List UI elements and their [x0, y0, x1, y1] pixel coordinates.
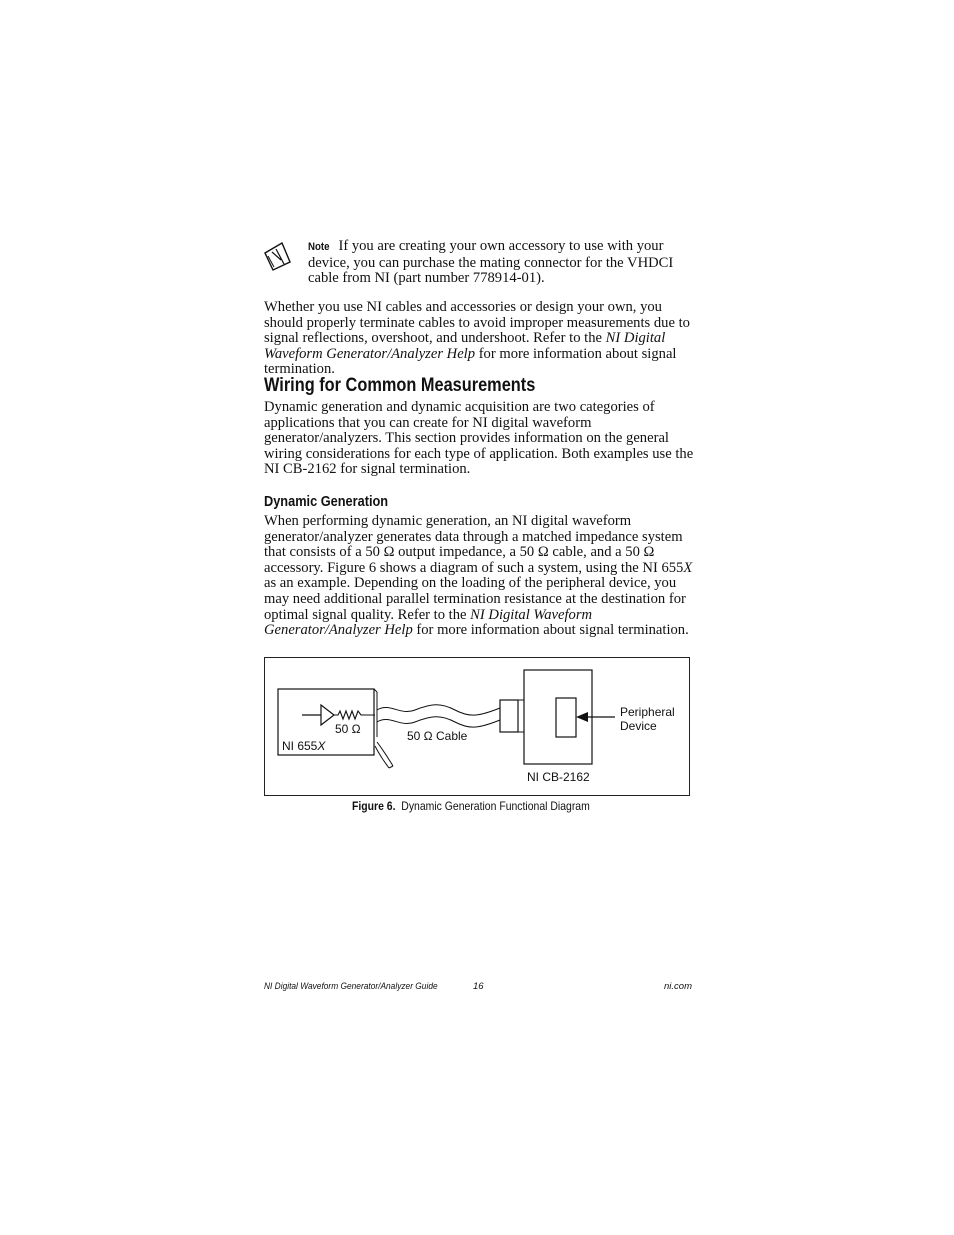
figure-diagram — [264, 657, 690, 796]
help-reference-2: NI Digital Waveform Generator/Analyzer Help — [264, 606, 593, 639]
section-heading: Wiring for Common Measurements — [264, 375, 536, 396]
dynamic-italic-x: X — [683, 559, 693, 576]
note-text: If you are creating your own accessory to use with your device, you can purchase the mating connector for the VHDCI cable from NI (part number 778914-01). — [308, 238, 674, 287]
arrow-left-icon — [576, 712, 615, 722]
note-block — [308, 239, 693, 287]
cb-2162-label: NI CB-2162 — [527, 770, 590, 784]
peripheral-label-line1: Peripheral — [620, 705, 675, 719]
termination-text-2: for more information about signal termination. — [264, 345, 677, 378]
figure-number: Figure 6. — [352, 800, 396, 813]
device-label-x: X — [317, 739, 326, 753]
help-reference: NI Digital Waveform Generator/Analyzer Help — [264, 330, 666, 362]
resistor-label: 50 Ω — [335, 722, 361, 736]
footer-title: NI Digital Waveform Generator/Analyzer Guide — [264, 981, 438, 992]
device-label-base: NI 655 — [282, 739, 318, 753]
termination-paragraph — [264, 300, 694, 378]
device-label — [282, 739, 326, 753]
footer-page-number: 16 — [473, 981, 484, 992]
cb-2162-connector — [500, 700, 518, 732]
footer-site: ni.com — [664, 981, 692, 992]
device-cable-tail-icon — [375, 742, 393, 768]
cable-icon — [377, 705, 500, 727]
cable-label: 50 Ω Cable — [407, 729, 468, 743]
note-label: Note — [308, 241, 330, 253]
note-pencil-icon — [262, 240, 294, 272]
dynamic-text-1: When performing dynamic generation, an NI digital waveform generator/analyzer generates data through a matched impedance system that consists of a 50 Ω output impedance, a 50 Ω cable, and a 50 Ω accessory. Figure 6 shows a diagram of such a system, using the NI 655 — [264, 513, 684, 576]
dynamic-text-2: as an example. Depending on the loading of the peripheral device, you may need additional parallel termination resistance at the destination for optimal signal quality. Refer to the — [264, 575, 686, 623]
figure-caption-text: Dynamic Generation Functional Diagram — [401, 800, 590, 813]
section-intro-paragraph: Dynamic generation and dynamic acquisition are two categories of applications that you can create for NI digital waveform generator/analyzers. This section provides information on the general wiring considerations for each type of application. Both examples use the NI CB-2162 for signal termination. — [264, 399, 694, 478]
peripheral-label-line2: Device — [620, 719, 657, 733]
peripheral-connector — [556, 698, 576, 737]
dynamic-text-3: for more information about signal termination. — [412, 622, 689, 639]
diagram-svg — [265, 658, 689, 795]
termination-text-1: Whether you use NI cables and accessories or design your own, you should properly terminate cables to avoid improper measurements due to signal reflections, overshoot, and undershoot. Refer to the — [264, 299, 690, 347]
driver-buffer-icon — [302, 705, 334, 725]
figure-caption — [352, 800, 590, 813]
resistor-icon — [334, 711, 375, 719]
subsection-heading: Dynamic Generation — [264, 494, 389, 510]
dynamic-generation-paragraph — [264, 514, 694, 639]
